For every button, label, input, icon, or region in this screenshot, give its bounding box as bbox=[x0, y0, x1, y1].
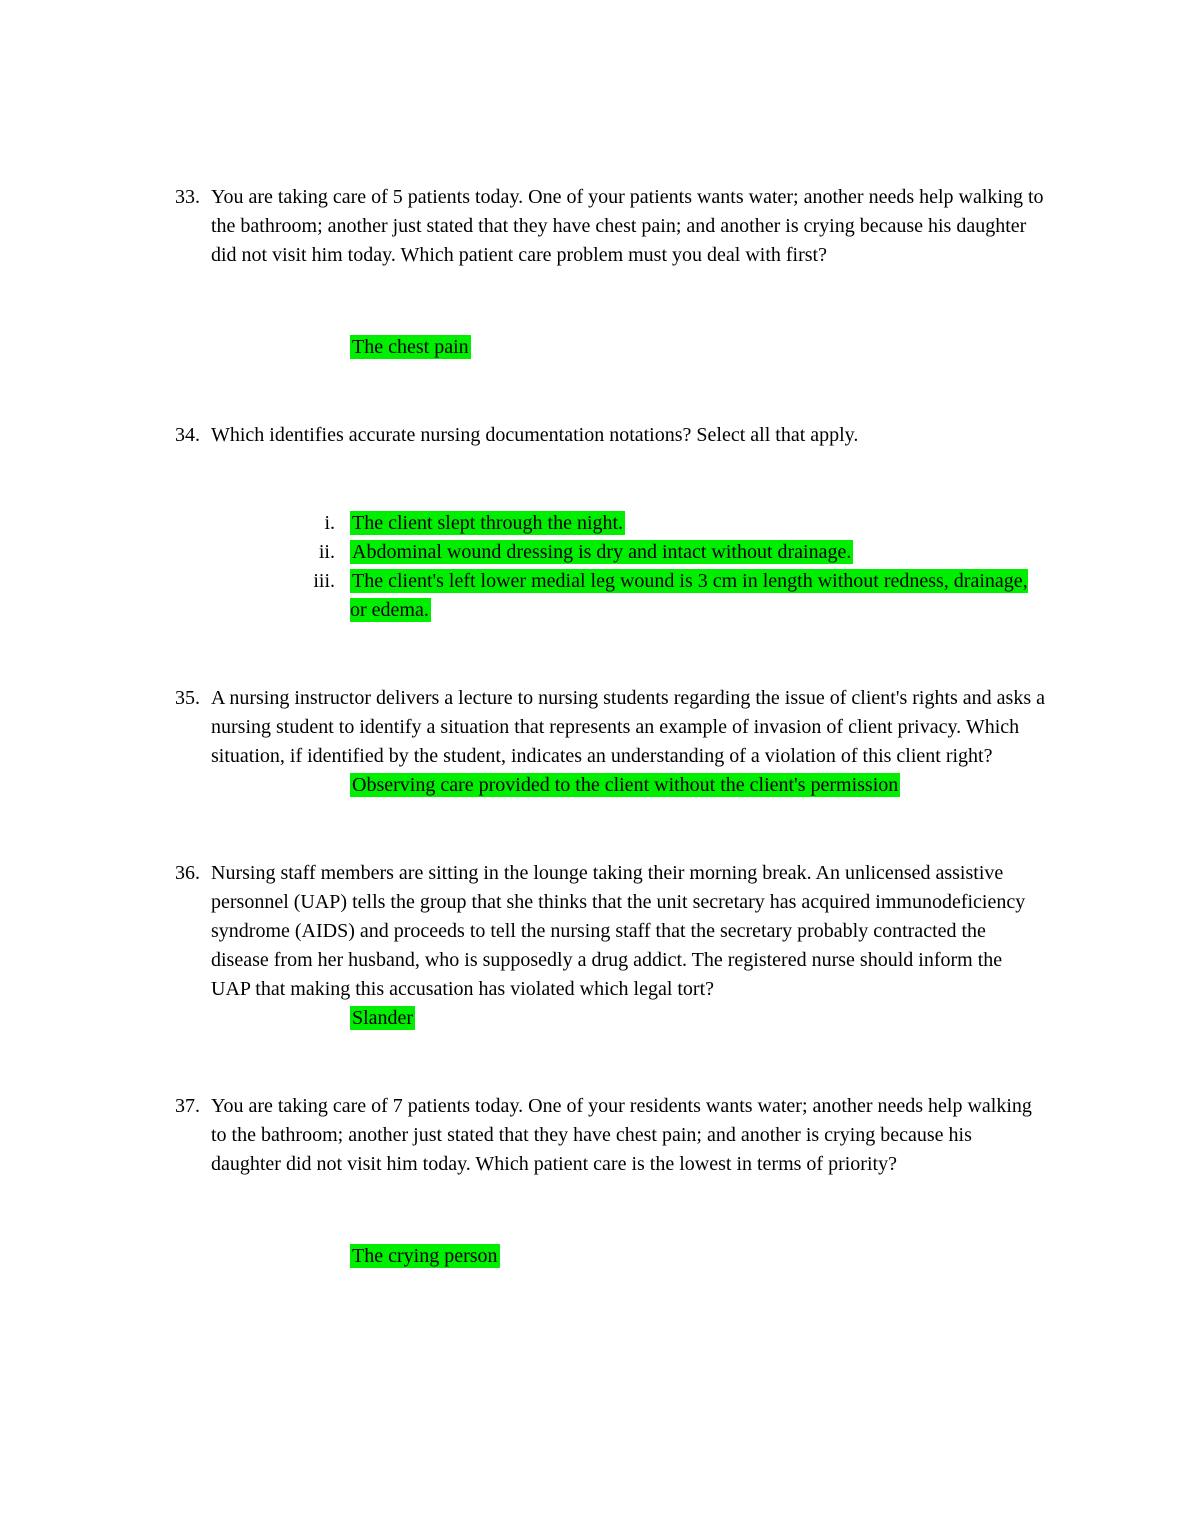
answer-line bbox=[350, 1242, 1045, 1271]
question-35 bbox=[175, 684, 1045, 800]
option-text bbox=[350, 567, 1045, 625]
options-list bbox=[211, 509, 1045, 625]
question-number: 37. bbox=[175, 1095, 200, 1117]
answer-line bbox=[350, 333, 1045, 362]
question-text: Nursing staff members are sitting in the lounge taking their morning break. An unlicensed assistive personnel (UAP) tells the group that she thinks that the unit secretary has acquired immunodeficiency syndrome (AIDS) and proceeds to tell the nursing staff that the secretary probably contracted the disease from her husband, who is supposedly a drug addict. The registered nurse should inform the UAP that making this accusation has violated which legal tort? bbox=[211, 862, 1026, 1000]
answer-line bbox=[350, 1004, 1045, 1033]
question-number: 34. bbox=[175, 424, 200, 446]
option-item bbox=[211, 567, 1045, 625]
option-text bbox=[350, 538, 1045, 567]
answer-highlight: Abdominal wound dressing is dry and intact without drainage. bbox=[352, 541, 852, 563]
question-number: 35. bbox=[175, 687, 200, 709]
question-37 bbox=[175, 1092, 1045, 1271]
question-body bbox=[211, 183, 1045, 362]
option-marker: i. bbox=[324, 512, 335, 534]
answer-highlight: The crying person bbox=[352, 1245, 498, 1267]
answer-highlight: The client's left lower medial leg wound is 3 cm in length without redness, drainage, or edema. bbox=[350, 570, 1028, 621]
question-body bbox=[211, 421, 1045, 625]
question-body bbox=[211, 684, 1045, 800]
option-marker: iii. bbox=[313, 570, 335, 592]
answer-highlight: Slander bbox=[352, 1007, 414, 1029]
question-text: A nursing instructor delivers a lecture to nursing students regarding the issue of client's rights and asks a nursing student to identify a situation that represents an example of invasion of client privacy. Which situation, if identified by the student, indicates an understanding of a violation of this client right? bbox=[211, 687, 1045, 767]
answer-highlight: Observing care provided to the client without the client's permission bbox=[352, 774, 899, 796]
question-number: 36. bbox=[175, 862, 200, 884]
question-text: Which identifies accurate nursing documentation notations? Select all that apply. bbox=[211, 424, 859, 446]
option-item bbox=[211, 509, 1045, 538]
option-marker: ii. bbox=[318, 541, 335, 563]
answer-line bbox=[350, 771, 1045, 800]
option-text bbox=[350, 509, 1045, 538]
question-34 bbox=[175, 421, 1045, 625]
question-text: You are taking care of 7 patients today. One of your residents wants water; another needs help walking to the bathroom; another just stated that they have chest pain; and another is crying because his daughter did not visit him today. Which patient care is the lowest in terms of priority? bbox=[211, 1095, 1032, 1175]
question-number: 33. bbox=[175, 186, 200, 208]
question-33 bbox=[175, 183, 1045, 362]
answer-highlight: The client slept through the night. bbox=[352, 512, 624, 534]
question-text: You are taking care of 5 patients today. One of your patients wants water; another needs help walking to the bathroom; another just stated that they have chest pain; and another is crying because his daughter did not visit him today. Which patient care problem must you deal with first? bbox=[211, 186, 1044, 266]
question-body bbox=[211, 859, 1045, 1033]
option-item bbox=[211, 538, 1045, 567]
question-36 bbox=[175, 859, 1045, 1033]
question-body bbox=[211, 1092, 1045, 1271]
answer-highlight: The chest pain bbox=[352, 336, 469, 358]
